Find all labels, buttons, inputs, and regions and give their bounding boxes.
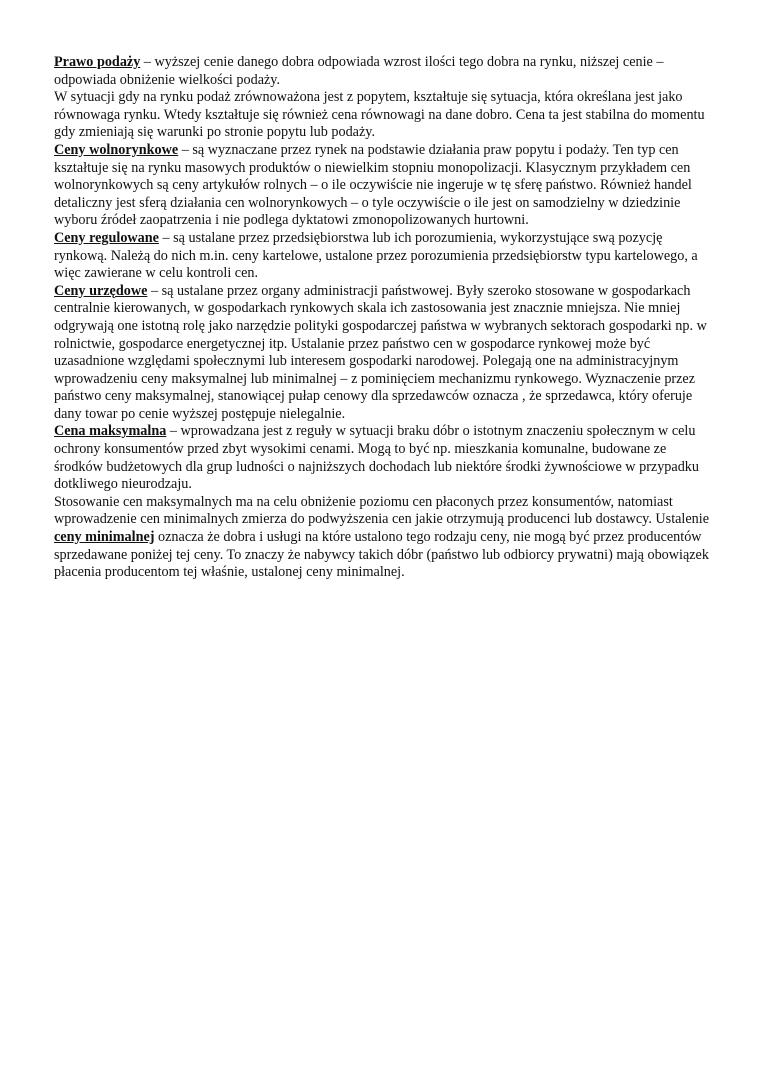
paragraph-rownowaga bbox=[54, 89, 710, 142]
term-ceny-minimalnej: ceny minimalnej bbox=[54, 529, 155, 546]
term-cena-maksymalna: Cena maksymalna bbox=[54, 423, 167, 440]
document-page bbox=[54, 54, 710, 582]
paragraph-cena-maksymalna bbox=[54, 423, 710, 493]
paragraph-text: oznacza że dobra i usługi na które ustalono tego rodzaju ceny, nie mogą być przez producentów sprzedawane poniżej tej ceny. To znaczy że nabywcy takich dóbr (państwo lub odbiorcy prywatni) mają obowiązek płacenia producentom tej właśnie, ustalonej ceny minimalnej. bbox=[54, 529, 709, 581]
paragraph-text-pre: Stosowanie cen maksymalnych ma na celu obniżenie poziomu cen płaconych przez konsumentów, natomiast wprowadzenie cen minimalnych zmierza do podwyższenia cen jakie otrzymują producenci lub dostawcy. Ustalenie bbox=[54, 493, 710, 528]
paragraph-ceny-minimalne bbox=[54, 494, 710, 582]
paragraph-ceny-urzedowe bbox=[54, 283, 710, 424]
paragraph-prawo-podazy bbox=[54, 54, 710, 89]
term-prawo-podazy: Prawo podaży bbox=[54, 54, 141, 70]
term-ceny-regulowane: Ceny regulowane bbox=[54, 229, 159, 246]
paragraph-ceny-regulowane bbox=[54, 230, 710, 283]
paragraph-text: – są wyznaczane przez rynek na podstawie działania praw popytu i podaży. Ten typ cen kształtuje się na rynku masowych produktów o niewielkim stopniu monopolizacji. Klasycznym przykładem cen wolnorynkowych są ceny artykułów rolnych – o ile oczywiście nie ingeruje w tę sferę państwo. Również handel detaliczny jest sferą działania cen wolnorynkowych – o tyle oczywiście o ile jest on samodzielny w dziedzinie wyboru źródeł zaopatrzenia i nie podlega dyktatowi zmonopolizowanych hurtowni. bbox=[54, 141, 692, 229]
paragraph-text: – są ustalane przez organy administracji państwowej. Były szeroko stosowane w gospodarkach centralnie kierowanych, w gospodarkach rynkowych skala ich zastosowania jest znacznie mniejsza. Nie mniej odgrywają one istotną rolę jako narzędzie polityki gospodarczej państwa w wybranych sektorach gospodarki np. w rolnictwie, gospodarce energetycznej itp. Ustalanie przez państwo cen w gospodarce rynkowej może być uzasadnione względami społecznymi lub interesem gospodarki narodowej. Polegają one na administracyjnym wprowadzeniu ceny maksymalnej lub minimalnej – z pominięciem mechanizmu rynkowego. Wyznaczenie przez państwo ceny maksymalnej, stanowiącej pułap cenowy dla sprzedawców oznacza , że sprzedawca, który oferuje dany towar po cenie wyższej postępuje nielegalnie. bbox=[54, 282, 707, 422]
paragraph-text: – wyższej cenie danego dobra odpowiada wzrost ilości tego dobra na rynku, niższej cenie – odpowiada obniżenie wielkości podaży. bbox=[54, 54, 664, 88]
paragraph-ceny-wolnorynkowe bbox=[54, 142, 710, 230]
paragraph-text: – wprowadzana jest z reguły w sytuacji braku dóbr o istotnym znaczeniu społecznym w celu ochrony konsumentów przed zbyt wysokimi cenami. Mogą to być np. mieszkania komunalne, budowane ze środków budżetowych dla grup ludności o najniższych dochodach lub niektóre środki żywnościowe w przypadku dotkliwego nieurodzaju. bbox=[54, 423, 699, 493]
paragraph-text: – są ustalane przez przedsiębiorstwa lub ich porozumienia, wykorzystujące swą pozycję rynkową. Należą do nich m.in. ceny kartelowe, ustalone przez porozumienia przedsiębiorstw typu kartelowego, a więc zawierane w celu kontroli cen. bbox=[54, 229, 698, 282]
term-ceny-wolnorynkowe: Ceny wolnorynkowe bbox=[54, 141, 179, 158]
paragraph-text: W sytuacji gdy na rynku podaż zrównoważona jest z popytem, kształtuje się sytuacja, która określana jest jako równowaga rynku. Wtedy kształtuje się również cena równowagi na dane dobro. Cena ta jest stabilna do momentu gdy zmieniają się warunki po stronie popytu lub podaży. bbox=[54, 89, 705, 141]
term-ceny-urzedowe: Ceny urzędowe bbox=[54, 282, 148, 299]
